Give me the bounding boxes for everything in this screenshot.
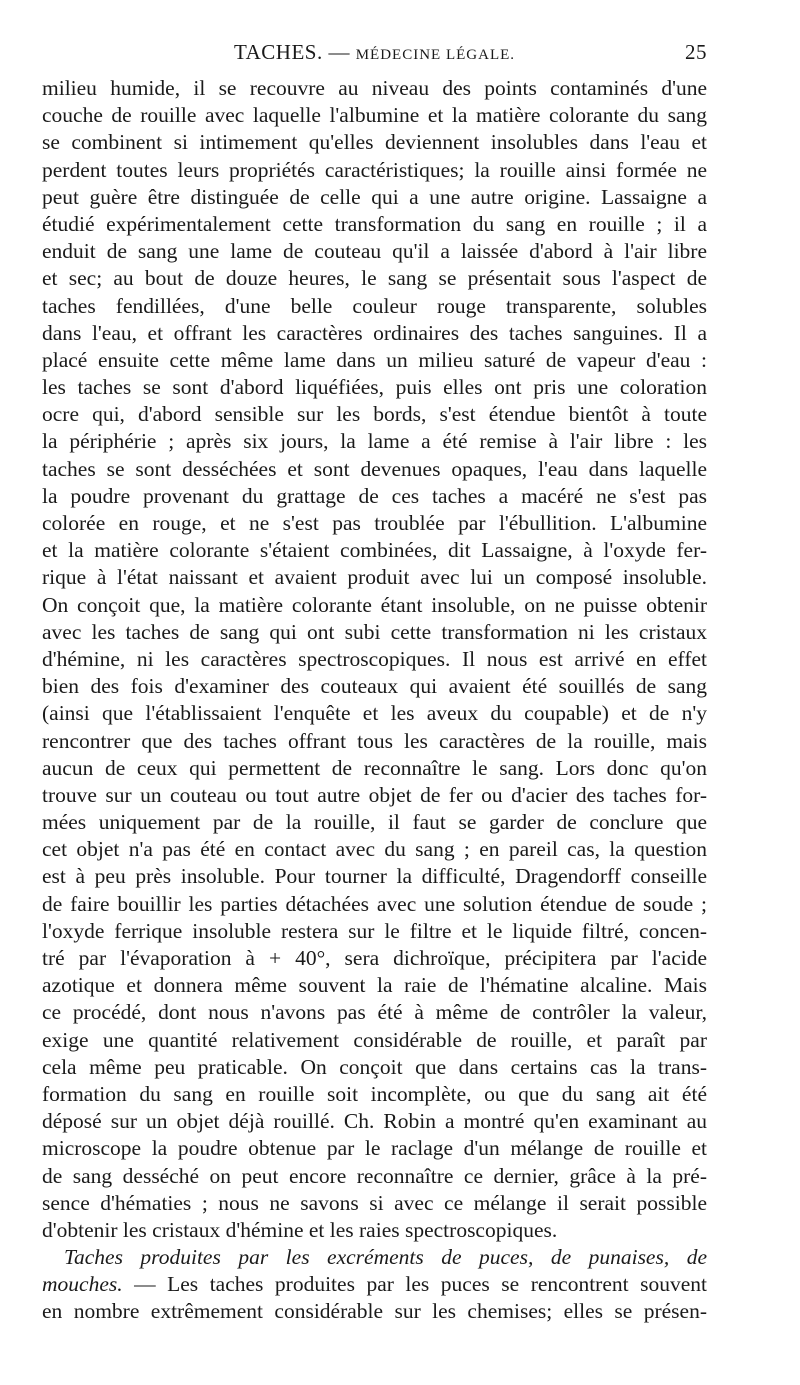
paragraph-last-line: d'obtenir les cristaux d'hémine et les raies spectroscopiques. <box>42 1217 558 1242</box>
text-line: déposé sur un objet déjà rouillé. Ch. Robin a montré qu'en examinant au <box>42 1109 707 1134</box>
text-line: rencontrer que des taches offrant tous les caractères de la rouille, mais <box>42 728 707 753</box>
text-line: mées uniquement par de la rouille, il faut se garder de conclure que <box>42 810 707 835</box>
text-line: colorée en rouge, et ne s'est pas troublée par l'ébullition. L'albumine <box>42 511 707 535</box>
section-heading-end: mouches. <box>42 1272 123 1297</box>
text-line: (ainsi que l'établissaient l'enquête et les aveux du coupable) et de n'y <box>42 701 707 726</box>
text-line: taches se sont desséchées et sont devenues opaques, l'eau dans laquelle <box>42 456 707 481</box>
running-head-title <box>234 40 515 65</box>
running-head-dash: — <box>328 40 350 64</box>
body-text <box>42 75 707 1326</box>
text-line: étudié expérimentalement cette transformation du sang en rouille ; il a <box>42 211 707 236</box>
text-line: On conçoit que, la matière colorante étant insoluble, on ne puisse obtenir <box>42 592 707 617</box>
text-line: perdent toutes leurs propriétés caractéristiques; la rouille ainsi formée ne <box>42 157 707 182</box>
text-line: l'oxyde ferrique insoluble restera sur le filtre et le liquide filtré, concen- <box>42 918 707 943</box>
page-number: 25 <box>685 40 707 64</box>
text-line: peut guère être distinguée de celle qui a une autre origine. Lassaigne a <box>42 184 707 209</box>
text-line: milieu humide, il se recouvre au niveau des points contaminés d'une <box>42 76 707 100</box>
text-line: d'hémine, ni les caractères spectroscopiques. Il nous est arrivé en effet <box>42 646 707 671</box>
text-line-rest: — Les taches produites par les puces se rencontrent souvent <box>122 1272 707 1297</box>
text-line: couche de rouille avec laquelle l'albumine et la matière colorante du sang <box>42 103 707 128</box>
text-line: taches fendillées, d'une belle couleur rouge transparente, solubles <box>42 293 707 318</box>
text-line: exige une quantité relativement considérable de rouille, et paraît par <box>42 1027 707 1052</box>
text-line <box>42 1271 707 1298</box>
text-line: la périphérie ; après six jours, la lame a été remise à l'air libre : les <box>42 429 707 454</box>
text-line: sence d'hématies ; nous ne savons si avec ce mélange il serait possible <box>42 1190 707 1215</box>
text-line: tré par l'évaporation à + 40°, sera dichroïque, précipitera par l'acide <box>42 946 707 970</box>
section-heading-line: Taches produites par les excréments de puces, de punaises, de <box>64 1245 707 1270</box>
running-head-subtitle: MÉDECINE LÉGALE. <box>355 47 516 63</box>
running-head <box>42 40 707 72</box>
text-line: azotique et donnera même souvent la raie de l'hématine alcaline. Mais <box>42 973 707 998</box>
text-line: avec les taches de sang qui ont subi cette transformation ni les cristaux <box>42 619 707 644</box>
text-line: en nombre extrêmement considérable sur les chemises; elles se présen- <box>42 1299 707 1324</box>
text-line: se combinent si intimement qu'elles deviennent insolubles dans l'eau et <box>42 130 707 155</box>
text-line: la poudre provenant du grattage de ces taches a macéré ne s'est pas <box>42 483 707 508</box>
text-line: microscope la poudre obtenue par le raclage d'un mélange de rouille et <box>42 1136 707 1161</box>
text-line: ocre qui, d'abord sensible sur les bords, s'est étendue bientôt à toute <box>42 402 707 427</box>
running-head-title-text: TACHES. <box>233 40 323 64</box>
text-line: placé ensuite cette même lame dans un milieu saturé de vapeur d'eau : <box>42 347 707 372</box>
text-line: bien des fois d'examiner des couteaux qui avaient été souillés de sang <box>42 674 707 699</box>
text-line: aucun de ceux qui permettent de reconnaître le sang. Lors donc qu'on <box>42 755 707 780</box>
text-line: est à peu près insoluble. Pour tourner la difficulté, Dragendorff conseille <box>42 864 707 889</box>
text-line: ce procédé, dont nous n'avons pas été à même de contrôler la valeur, <box>42 1000 707 1025</box>
text-line: dans l'eau, et offrant les caractères ordinaires des taches sanguines. Il a <box>42 320 707 345</box>
text-line: de faire bouillir les parties détachées avec une solution étendue de soude ; <box>42 891 707 916</box>
text-line: de sang desséché on peut encore reconnaître ce dernier, grâce à la pré- <box>42 1163 707 1188</box>
text-line: et la matière colorante s'étaient combinées, dit Lassaigne, à l'oxyde fer- <box>42 538 707 563</box>
text-line: cet objet n'a pas été en contact avec du sang ; en pareil cas, la question <box>42 837 707 862</box>
text-line: rique à l'état naissant et avaient produit avec lui un composé insoluble. <box>42 565 707 590</box>
text-line: et sec; au bout de douze heures, le sang se présentait sous l'aspect de <box>42 266 707 291</box>
text-line: enduit de sang une lame de couteau qu'il a laissée d'abord à l'air libre <box>42 239 707 264</box>
text-line: les taches se sont d'abord liquéfiées, puis elles ont pris une coloration <box>42 375 707 400</box>
text-line: formation du sang en rouille soit incomplète, ou que du sang ait été <box>42 1081 707 1106</box>
text-line: cela même peu praticable. On conçoit que dans certains cas la trans- <box>42 1054 707 1079</box>
text-line: trouve sur un couteau ou tout autre objet de fer ou d'acier des taches for- <box>42 782 707 807</box>
